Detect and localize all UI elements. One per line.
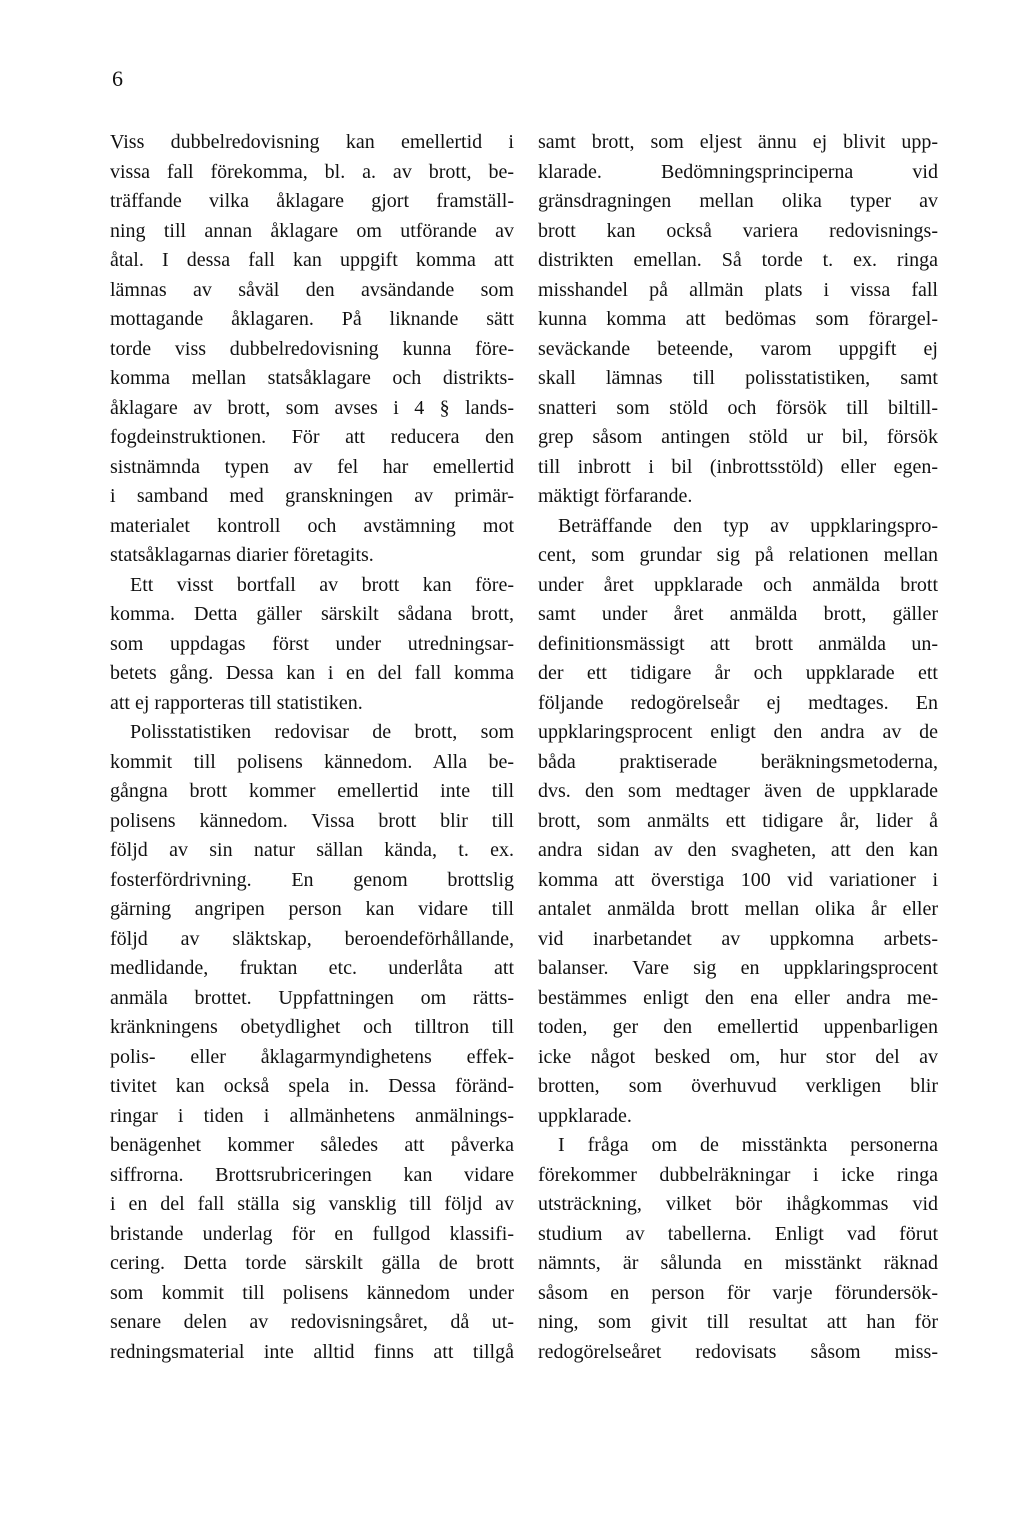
text-line: balanser. Vare sig en uppklaringsprocent <box>538 957 938 979</box>
text-line: der ett tidigare år och uppklarade ett <box>538 662 938 684</box>
text-line: materialet kontroll och avstämning mot <box>110 514 514 537</box>
text-line: kränkningens obetydlighet och tilltron till <box>110 1016 514 1038</box>
text-line: samt brott, som eljest ännu ej blivit upp- <box>538 131 938 153</box>
text-line: mottagande åklagaren. På liknande sätt <box>110 308 514 330</box>
text-line: till inbrott i bil (inbrottsstöld) eller egen- <box>538 455 938 478</box>
text-line: cering. Detta torde särskilt gälla de brott <box>110 1252 514 1274</box>
text-line: toden, ger den emellertid uppenbarligen <box>538 1016 938 1038</box>
text-line: benägenhet kommer således att påverka <box>110 1134 514 1156</box>
text-line: Ett visst bortfall av brott kan före- <box>130 573 514 596</box>
text-line: redogörelseåret redovisats såsom miss- <box>538 1340 938 1363</box>
text-line: vid inarbetandet av uppkomna arbets- <box>538 927 938 950</box>
text-line: att ej rapporteras till statistiken. <box>110 691 363 714</box>
text-line: båda praktiserade beräkningsmetoderna, <box>538 750 938 773</box>
text-line: nämnts, är sålunda en misstänkt räknad <box>538 1252 938 1274</box>
text-line: uppklarade. <box>538 1104 632 1127</box>
text-line: åtal. I dessa fall kan uppgift komma att <box>110 249 514 271</box>
text-line: polis- eller åklagarmyndighetens effek- <box>110 1045 514 1068</box>
paragraph <box>110 571 514 719</box>
text-line: antalet anmälda brott mellan olika år eller <box>538 898 938 920</box>
text-line: snatteri som stöld och försök till biltill- <box>538 396 938 419</box>
text-line: ning till annan åklagare om utförande av <box>110 219 514 242</box>
paragraph <box>110 718 514 1367</box>
text-line: fogdeinstruktionen. För att reducera den <box>110 426 514 448</box>
text-line: anmäla brottet. Uppfattningen om rätts- <box>110 986 514 1009</box>
text-line: studium av tabellerna. Enligt vad förut <box>538 1222 938 1245</box>
text-line: som uppdagas först under utredningsar- <box>110 632 514 655</box>
text-line: torde viss dubbelredovisning kunna före- <box>110 337 514 360</box>
text-line: brotten, som överhuvud verkligen blir <box>538 1075 938 1097</box>
text-line: icke något besked om, hur stor del av <box>538 1045 938 1068</box>
text-line: i en del fall ställa sig vansklig till följd av <box>110 1193 514 1215</box>
text-line: seväckande beteende, varom uppgift ej <box>538 337 938 360</box>
text-line: samt under året anmälda brott, gäller <box>538 603 938 625</box>
text-line: statsåklagarnas diarier företagits. <box>110 544 374 566</box>
text-line: skall lämnas till polisstatistiken, samt <box>538 367 938 389</box>
text-line: komma mellan statsåklagare och distrikts- <box>110 367 514 389</box>
text-line: brott kan också variera redovisnings- <box>538 219 938 242</box>
text-line: följande redogörelseår ej medtages. En <box>538 691 938 714</box>
text-line: bristande underlag för en fullgod klassifi- <box>110 1222 514 1245</box>
text-line: utsträckning, vilket bör ihågkommas vid <box>538 1193 938 1215</box>
text-line: fosterfördrivning. En genom brottslig <box>110 868 514 891</box>
right-column <box>538 128 938 1367</box>
text-line: brott, som anmälts ett tidigare år, lider å <box>538 809 938 832</box>
text-line: komma. Detta gäller särskilt sådana brott, <box>110 603 514 625</box>
text-line: i samband med granskningen av primär- <box>110 485 514 507</box>
paragraph <box>538 1131 938 1367</box>
text-line: misshandel på allmän plats i vissa fall <box>538 278 938 301</box>
paragraph <box>538 512 938 1132</box>
text-line: komma att överstiga 100 vid variationer i <box>538 868 938 891</box>
text-line: kommit till polisens kännedom. Alla be- <box>110 750 514 773</box>
text-line: andra sidan av den svagheten, att den kan <box>538 839 938 861</box>
text-line: gränsdragningen mellan olika typer av <box>538 190 938 212</box>
text-line: Viss dubbelredovisning kan emellertid i <box>110 131 514 153</box>
text-line: senare delen av redovisningsåret, då ut- <box>110 1311 514 1333</box>
paragraph <box>110 128 514 571</box>
text-line: redningsmaterial inte alltid finns att tillgå <box>110 1340 514 1363</box>
text-line: I fråga om de misstänkta personerna <box>558 1134 938 1156</box>
paragraph <box>538 128 938 512</box>
text-line: träffande vilka åklagare gjort framställ- <box>110 190 514 212</box>
text-line: under året uppklarade och anmälda brott <box>538 573 938 596</box>
text-line: uppklaringsprocent enligt den andra av de <box>538 721 938 743</box>
left-column <box>110 128 514 1367</box>
text-line: mäktigt förfarande. <box>538 485 693 507</box>
text-line: siffrorna. Brottsrubriceringen kan vidare <box>110 1163 514 1186</box>
text-line: cent, som grundar sig på relationen mellan <box>538 544 938 566</box>
text-line: klarade. Bedömningsprinciperna vid <box>538 160 938 183</box>
text-line: medlidande, fruktan etc. underlåta att <box>110 957 514 979</box>
text-line: bestämmes enligt den ena eller andra me- <box>538 986 938 1009</box>
text-line: följd av släktskap, beroendeförhållande, <box>110 927 514 950</box>
text-line: dvs. den som medtager även de uppklarade <box>538 780 938 802</box>
text-line: gångna brott kommer emellertid inte till <box>110 780 514 802</box>
text-line: kunna komma att bedömas som förargel- <box>538 308 938 330</box>
text-line: lämnas av såväl den avsändande som <box>110 278 514 301</box>
text-line: tivitet kan också spela in. Dessa föränd- <box>110 1075 514 1097</box>
text-line: grep såsom antingen stöld ur bil, försök <box>538 426 938 448</box>
text-line: definitionsmässigt att brott anmälda un- <box>538 632 938 655</box>
text-line: gärning angripen person kan vidare till <box>110 898 514 920</box>
text-line: såsom en person för varje förundersök- <box>538 1281 938 1304</box>
text-line: följd av sin natur sällan kända, t. ex. <box>110 839 514 861</box>
text-line: ning, som givit till resultat att han för <box>538 1311 938 1333</box>
text-line: Polisstatistiken redovisar de brott, som <box>130 721 514 743</box>
text-line: sistnämnda typen av fel har emellertid <box>110 455 514 478</box>
text-line: Beträffande den typ av uppklaringspro- <box>558 514 938 537</box>
text-line: förekommer dubbelräkningar i icke ringa <box>538 1163 938 1186</box>
page-number: 6 <box>112 66 123 91</box>
text-line: åklagare av brott, som avses i 4 § lands- <box>110 396 514 419</box>
text-line: som kommit till polisens kännedom under <box>110 1281 514 1304</box>
text-line: betets gång. Dessa kan i en del fall komma <box>110 662 514 684</box>
text-line: ringar i tiden i allmänhetens anmälnings- <box>110 1104 514 1127</box>
text-line: distrikten emellan. Så torde t. ex. ringa <box>538 249 938 271</box>
text-line: polisens kännedom. Vissa brott blir till <box>110 809 514 832</box>
text-line: vissa fall förekomma, bl. a. av brott, be- <box>110 160 514 183</box>
